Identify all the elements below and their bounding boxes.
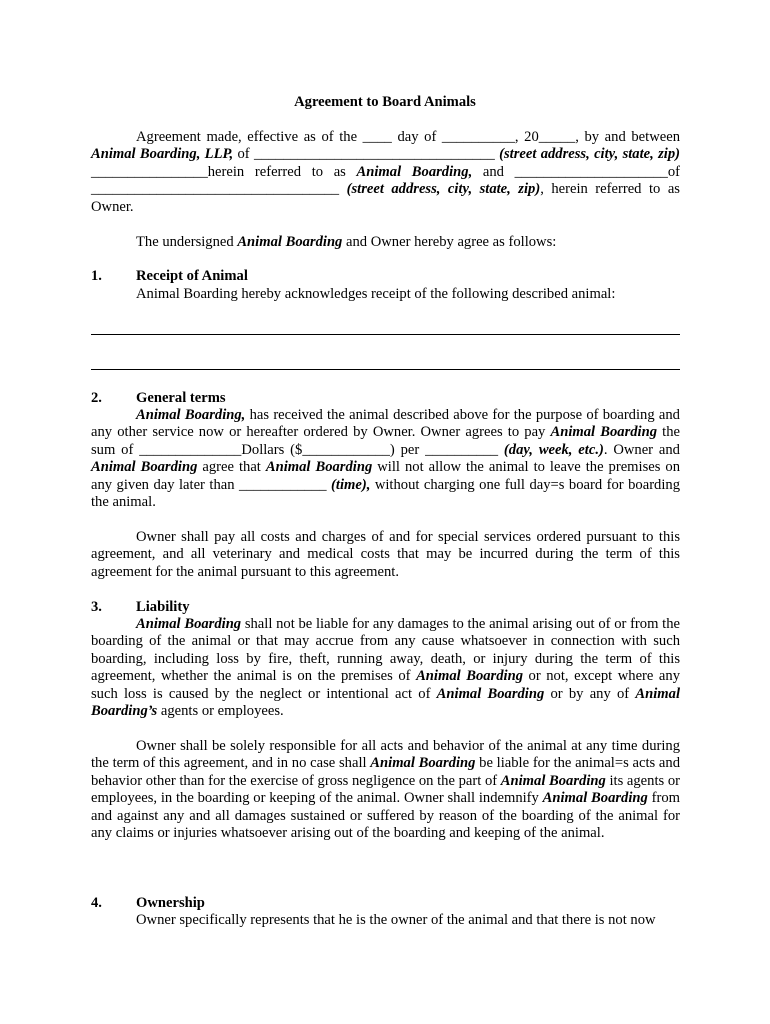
period-placeholder: (day, week, etc.) — [503, 441, 604, 458]
body-text: . Owner and — [603, 441, 680, 458]
section-heading: General terms — [136, 390, 226, 406]
section-heading: Liability — [136, 599, 190, 615]
liability-paragraph — [91, 616, 680, 720]
party-name: Animal Boarding — [550, 424, 658, 441]
section-text: Owner specifically represents that he is the owner of the animal and that there is not now — [136, 912, 656, 928]
section-text: Animal Boarding hereby acknowledges receipt of the following described animal: — [136, 286, 616, 302]
body-text: and Owner hereby agree as follows: — [342, 234, 557, 250]
body-text: Owner shall be solely responsible for all acts and behavior of the animal at any time during the term of this agreement, and in no case shall — [91, 738, 680, 772]
blank-line — [91, 369, 680, 370]
party-name: Animal Boarding, — [356, 163, 473, 180]
section-number: 1. — [91, 268, 102, 284]
body-text: without charging one full day=s board for boarding the animal. — [91, 476, 680, 511]
party-name: Animal Boarding — [136, 616, 242, 632]
party-name: Animal Boarding, — [136, 407, 246, 423]
section-number: 3. — [91, 599, 102, 615]
intro-text: ________________herein referred to as — [91, 163, 357, 180]
body-text: has received the animal described above for the purpose of boarding and any other service now or hereafter ordered by Owner. Owner agrees to pay — [91, 407, 680, 441]
party-name: Animal Boarding’s — [91, 685, 680, 720]
body-text: or by any of — [544, 685, 636, 702]
party-name: Animal Boarding — [500, 772, 606, 789]
body-text: the sum of ______________Dollars ($____________) per __________ — [91, 424, 681, 458]
undersigned-paragraph — [91, 234, 680, 251]
body-text: agree that — [197, 459, 266, 476]
body-text: from and against any and all damages sustained or suffered by reason of the boarding of the animal for any claims or injuries whatsoever arising out of the boarding and keeping of the animal. — [91, 790, 680, 842]
section-number: 4. — [91, 895, 102, 911]
intro-text: of _________________________________ — [233, 146, 500, 163]
party-name: Animal Boarding — [265, 459, 373, 476]
intro-text: and _____________________of __________________________________ — [91, 163, 680, 198]
intro-paragraph — [91, 129, 680, 216]
blank-line — [91, 334, 680, 335]
body-text: or not, except where any such loss is caused by the neglect or intentional act of — [91, 668, 681, 702]
intro-text: , herein referred to as Owner. — [91, 181, 680, 215]
intro-text: Agreement made, effective as of the ____ day of __________, 20_____, by and between — [136, 129, 680, 145]
body-text: will not allow the animal to leave the premises on any given day later than ____________ — [91, 459, 681, 493]
address-placeholder: (street address, city, state, zip) — [346, 181, 541, 198]
document-title: Agreement to Board Animals — [294, 94, 476, 110]
responsibility-paragraph — [91, 738, 680, 842]
body-text: its agents or employees, in the boarding or keeping of the animal. Owner shall indemnify — [91, 772, 681, 807]
party-name: Animal Boarding — [91, 459, 198, 476]
general-terms-paragraph — [91, 407, 680, 511]
body-text: be liable for the animal=s acts and behavior other than for the exercise of gross negligence on the part of — [91, 755, 680, 789]
party-name: Animal Boarding — [370, 755, 476, 772]
party-name: Animal Boarding — [542, 790, 648, 807]
section-number: 2. — [91, 390, 102, 406]
party-name: Animal Boarding — [436, 685, 545, 702]
body-text: shall not be liable for any damages to the animal arising out of or from the boarding of the animal or that may accrue from any cause whatsoever in connection with such boarding, including loss by fire, theft, running away, death, or injury during the term of this agreement, whether the animal is on the premises of — [91, 616, 680, 685]
section-heading: Ownership — [136, 895, 205, 911]
section-heading: Receipt of Animal — [136, 268, 248, 284]
company-name: Animal Boarding, LLP, — [91, 146, 234, 163]
address-placeholder: (street address, city, state, zip) — [499, 146, 680, 163]
party-name: Animal Boarding — [416, 668, 524, 685]
body-text: The undersigned — [136, 234, 238, 250]
body-text: agents or employees. — [157, 703, 284, 720]
party-name: Animal Boarding — [237, 234, 343, 250]
time-placeholder: (time), — [331, 476, 371, 493]
costs-paragraph: Owner shall pay all costs and charges of and for special services ordered pursuant to this agreement, and all veterinary and medical costs that may be incurred during the term of this agreement for the animal pursuant to this agreement. — [91, 529, 680, 580]
